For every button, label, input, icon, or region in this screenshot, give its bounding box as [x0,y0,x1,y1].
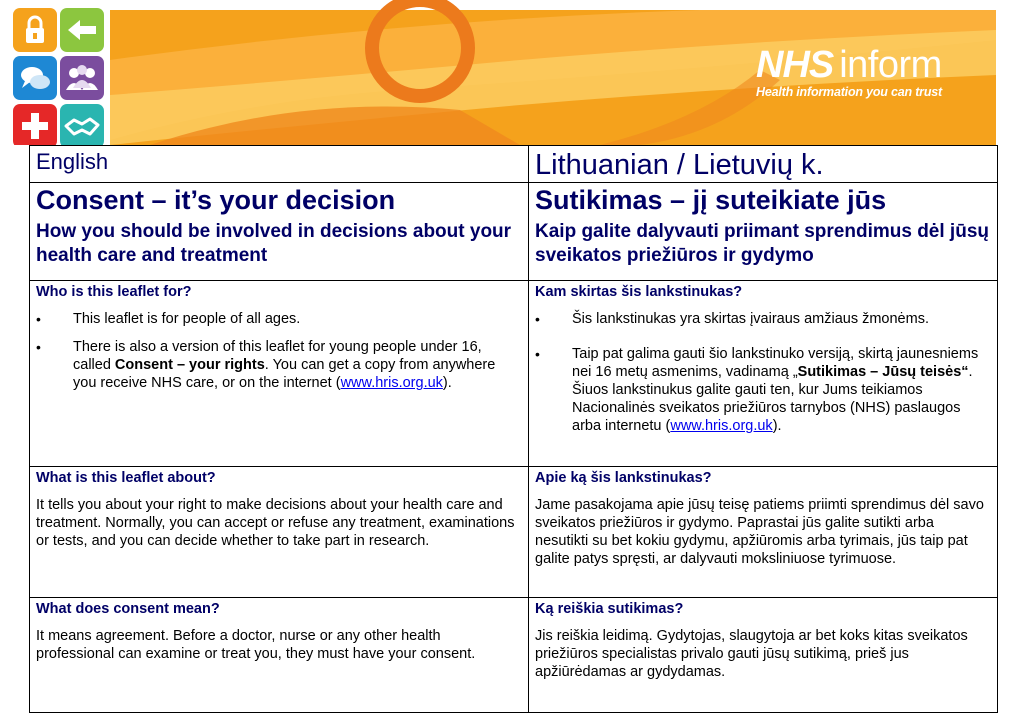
english-language-label: English [36,149,109,174]
english-section-consent [30,598,529,713]
english-subtitle: How you should be involved in decisions about your health care and treatment [36,221,512,266]
english-who-bullet2-mid: . You can get a copy from anywhere you receive NHS care, or on the internet ( [73,357,496,391]
header-banner [0,0,1018,145]
title-row [30,183,998,281]
lithuanian-section-about [529,467,998,598]
english-about-heading: What is this leaflet about? [36,470,216,486]
lithuanian-title-cell [529,183,998,281]
lithuanian-about-heading: Apie ką šis lankstinukas? [535,470,712,486]
lithuanian-about-text: Jame pasakojama apie jūsų teisę patiems priimti sprendimus dėl savo sveikatos priežiūros ir gydymo. Paprastai jūs galite sutikti arba nesutikti su bet kokiu gydymu, apžiūromis arba tyrimais, jūs taip pat galite patys spręsti, ar dalyvauti moksliniuose tyrimuose. [535,497,984,567]
lithuanian-language-cell [529,146,998,183]
list-item [535,310,991,328]
lithuanian-title: Sutikimas – jį suteikiate jūs [535,185,887,215]
lithuanian-consent-heading: Ką reiškia sutikimas? [535,601,684,617]
chat-tile[interactable] [13,56,57,100]
lithuanian-language-label: Lithuanian / Lietuvių k. [535,149,824,181]
nhs-inform-logo[interactable] [756,44,942,99]
logo-product: inform [839,44,942,86]
lithuanian-hris-link[interactable]: www.hris.org.uk [670,418,773,434]
list-item [36,310,522,328]
list-item [535,345,991,435]
chat-icon [13,56,57,100]
english-language-cell [30,146,529,183]
lithuanian-consent-text: Jis reiškia leidimą. Gydytojas, slaugytoja ar bet koks kitas sveikatos priežiūros specialistas privalo gauti jūsų sutikimą, prieš jus apžiūrėdamas ar gydydamas. [535,628,968,680]
english-title: Consent – it’s your decision [36,185,396,215]
english-about-text: It tells you about your right to make decisions about your health care and treatment. Normally, you can accept or refuse any treatment, examinations or tests, and you can decide whether to take part in research. [36,497,515,549]
lithuanian-who-bullet2-end: ). [772,418,782,434]
lithuanian-who-bullet2-text: Taip pat galima gauti šio lankstinuko versiją, skirtą jaunesniems nei 16 metų asmenims, vadinamą „ [572,346,979,380]
lithuanian-who-bullet1: Šis lankstinukas yra skirtas įvairaus amžiaus žmonėms. [572,311,929,327]
first-aid-tile[interactable] [13,104,57,145]
logo-tagline: Health information you can trust [756,85,942,99]
english-hris-link[interactable]: www.hris.org.uk [340,375,443,391]
english-section-about [30,467,529,598]
back-arrow-icon [60,8,104,52]
people-icon [60,56,104,100]
lithuanian-section-consent [529,598,998,713]
english-who-bullet2-bold: Consent – your rights [114,357,265,373]
lithuanian-who-bullet2-bold: Sutikimas – Jūsų teisės“ [797,364,969,380]
english-consent-heading: What does consent mean? [36,601,220,617]
english-who-bullet2-text: There is also a version of this leaflet for young people under 16, called [73,339,482,373]
lithuanian-section-who [529,281,998,467]
lock-icon [13,8,57,52]
lithuanian-subtitle: Kaip galite dalyvauti priimant sprendimus dėl jūsų sveikatos priežiūros ir gydymo [535,221,989,266]
handshake-tile[interactable] [60,104,104,145]
first-aid-cross-icon [13,104,57,145]
language-row [30,146,998,183]
english-section-who [30,281,529,467]
english-consent-text: It means agreement. Before a doctor, nurse or any other health professional can examine or treat you, they must have your consent. [36,628,476,662]
english-who-list [36,310,522,392]
back-tile[interactable] [60,8,104,52]
lithuanian-who-list [535,310,991,435]
logo-brand: NHS [756,44,834,86]
lithuanian-who-bullet2-mid: . Šiuos lankstinukus galite gauti ten, kur Jums teikiamos Nacionalinės sveikatos priežiūros tarnybos (NHS) paslaugos arba internetu ( [572,364,973,434]
english-who-heading: Who is this leaflet for? [36,284,192,300]
english-who-bullet2-end: ). [442,375,452,391]
english-title-cell [30,183,529,281]
list-item [36,338,522,392]
section-about-row [30,467,998,598]
lock-tile[interactable] [13,8,57,52]
english-who-bullet1: This leaflet is for people of all ages. [73,311,301,327]
bilingual-table [29,145,998,713]
handshake-icon [60,104,104,145]
lithuanian-who-heading: Kam skirtas šis lankstinukas? [535,284,743,300]
people-tile[interactable] [60,56,104,100]
section-who-row [30,281,998,467]
section-consent-row [30,598,998,713]
